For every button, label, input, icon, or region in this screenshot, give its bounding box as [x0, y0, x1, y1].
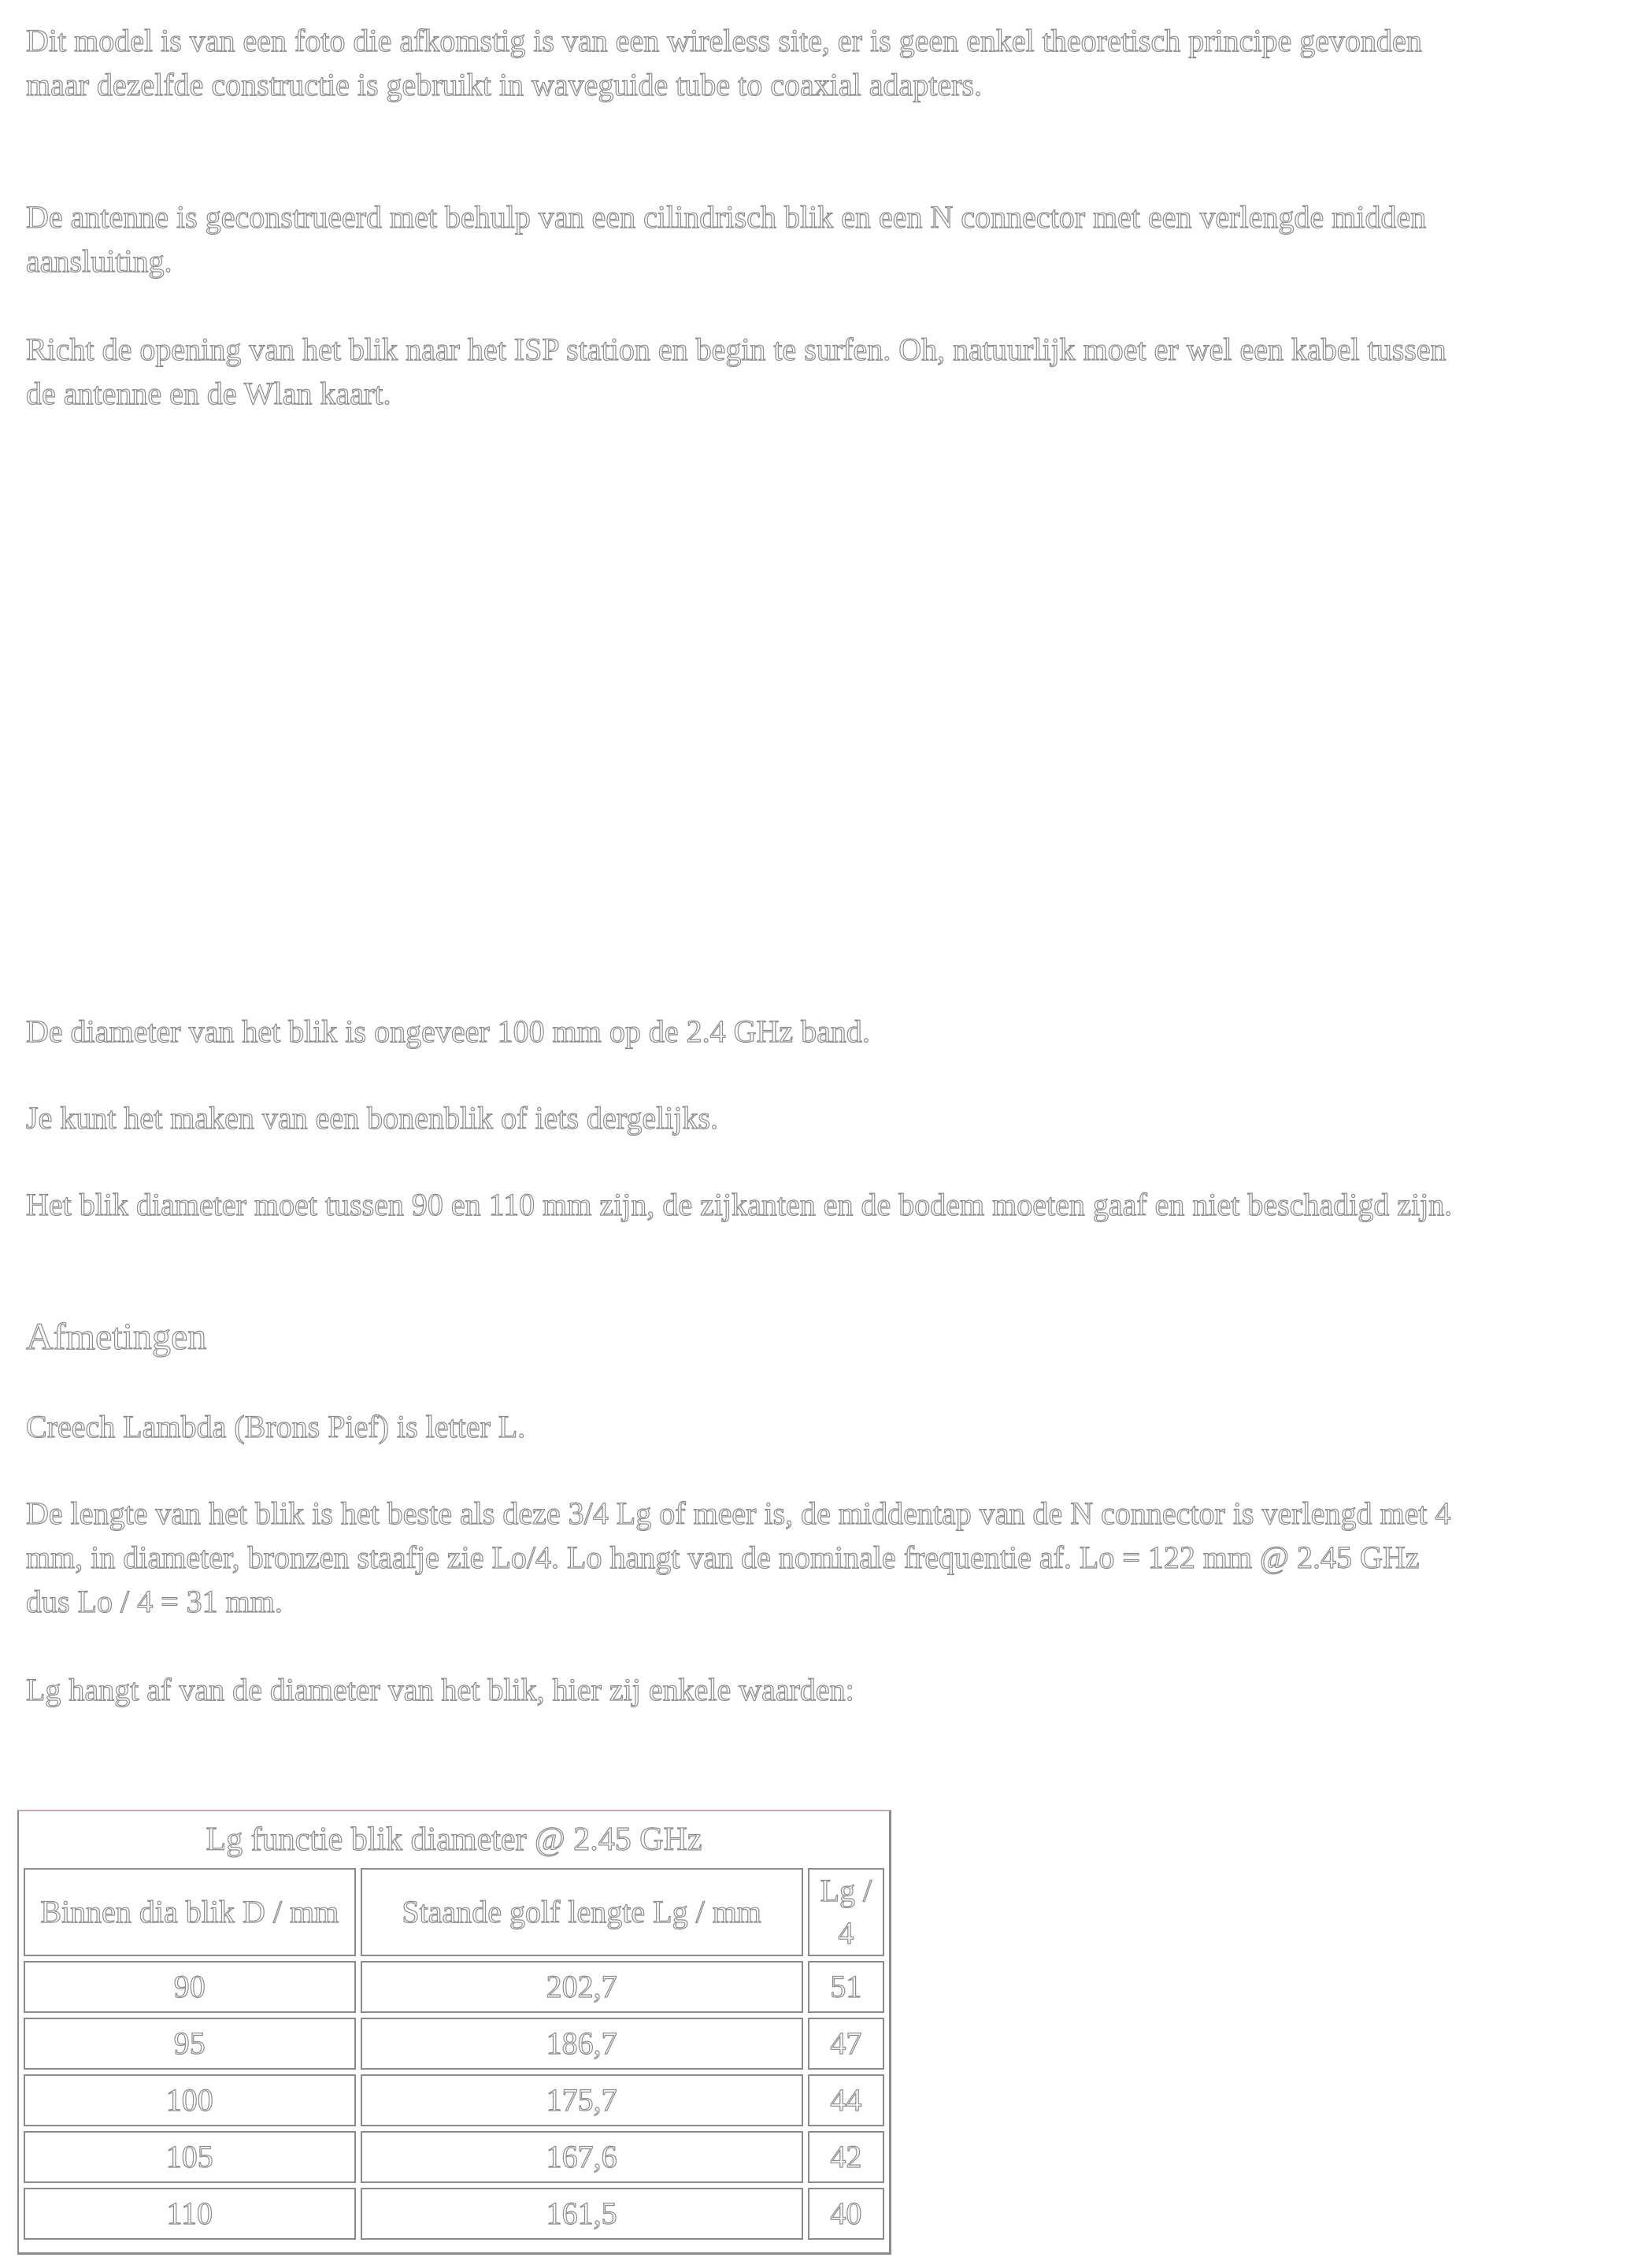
table-cell-diameter: 105 — [24, 2131, 356, 2183]
table-row — [24, 2018, 884, 2070]
table-cell-lg-quarter: 42 — [808, 2131, 884, 2183]
intro-paragraph-3: Richt de opening van het blik naar het ISP station en begin te surfen. Oh, natuurlijk moet er wel een kabel tussen de antenne en de Wlan kaart. — [26, 332, 1446, 411]
table-cell-lg: 175,7 — [361, 2074, 803, 2126]
table-cell-lg: 167,6 — [361, 2131, 803, 2183]
table-header-lg-quarter: Lg / 4 — [808, 1868, 884, 1956]
table-cell-lg: 186,7 — [361, 2018, 803, 2070]
table-cell-lg-quarter: 40 — [808, 2188, 884, 2240]
can-paragraph-3: Het blik diameter moet tussen 90 en 110 mm zijn, de zijkanten en de bodem moeten gaaf en niet beschadigd zijn. — [26, 1187, 1453, 1222]
photo-placeholder — [26, 441, 1443, 992]
dimension-paragraph-2: De lengte van het blik is het beste als deze 3/4 Lg of meer is, de middentap van de N connector is verlengd met 4 mm, in diameter, bronzen staafje zie Lo/4. Lo hangt van de nominale frequentie af. Lo = 122 mm @ 2.45 GHz dus Lo / 4 = 31 mm. — [26, 1496, 1451, 1619]
lg-table — [17, 1810, 891, 2255]
table-row — [24, 2074, 884, 2126]
dimension-paragraph-3: Lg hangt af van de diameter van het blik, hier zij enkele waarden: — [26, 1672, 854, 1707]
can-paragraph-1: De diameter van het blik is ongeveer 100 mm op de 2.4 GHz band. — [26, 1014, 870, 1049]
dimension-paragraph-1: Creech Lambda (Brons Pief) is letter L. — [26, 1409, 526, 1444]
table-cell-diameter: 90 — [24, 1961, 356, 2013]
table-cell-lg-quarter: 44 — [808, 2074, 884, 2126]
table-cell-lg-quarter: 51 — [808, 1961, 884, 2013]
section-heading: Afmetingen — [26, 1316, 207, 1358]
table-row — [24, 2188, 884, 2240]
table-cell-diameter: 95 — [24, 2018, 356, 2070]
table-caption: Lg functie blik diameter @ 2.45 GHz — [206, 1822, 702, 1858]
table-cell-lg: 161,5 — [361, 2188, 803, 2240]
table-header-lg: Staande golf lengte Lg / mm — [361, 1868, 803, 1956]
table-cell-diameter: 110 — [24, 2188, 356, 2240]
can-paragraph-2: Je kunt het maken van een bonenblik of iets dergelijks. — [26, 1100, 719, 1136]
table-cell-lg-quarter: 47 — [808, 2018, 884, 2070]
intro-paragraph-2: De antenne is geconstrueerd met behulp van een cilindrisch blik en een N connector met een verlengde midden aansluiting. — [26, 199, 1427, 279]
table-row — [24, 1961, 884, 2013]
table-row — [24, 2131, 884, 2183]
table-cell-lg: 202,7 — [361, 1961, 803, 2013]
table-cell-diameter: 100 — [24, 2074, 356, 2126]
table-header-diameter: Binnen dia blik D / mm — [24, 1868, 356, 1956]
intro-paragraph-1: Dit model is van een foto die afkomstig is van een wireless site, er is geen enkel theoretisch principe gevonden maar dezelfde constructie is gebruikt in waveguide tube to coaxial adapters. — [26, 23, 1422, 102]
